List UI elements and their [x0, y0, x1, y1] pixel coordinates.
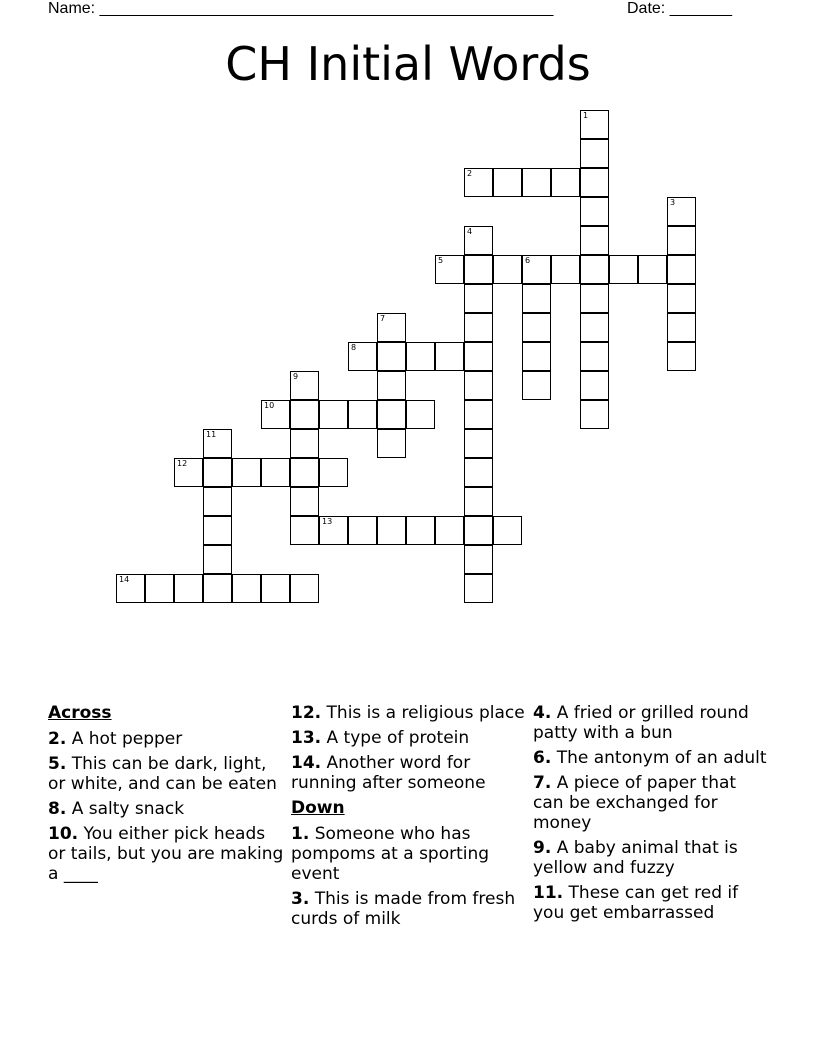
crossword-cell[interactable] — [319, 400, 348, 429]
crossword-cell[interactable] — [464, 458, 493, 487]
crossword-cell[interactable] — [464, 226, 493, 255]
clue-number: 10. — [48, 824, 79, 844]
crossword-cell[interactable] — [145, 574, 174, 603]
crossword-cell[interactable] — [435, 516, 464, 545]
clue-number-label: 12 — [177, 459, 188, 468]
across-clue-12 — [291, 703, 527, 723]
crossword-cell[interactable] — [203, 545, 232, 574]
crossword-cell[interactable] — [493, 168, 522, 197]
date-field-label: Date: _______ — [627, 0, 732, 17]
clue-number-label: 13 — [322, 517, 333, 526]
crossword-cell[interactable] — [290, 574, 319, 603]
crossword-cell[interactable] — [319, 516, 348, 545]
crossword-cell[interactable] — [261, 458, 290, 487]
clue-text: This can be dark, light, or white, and can be eaten — [48, 754, 277, 794]
crossword-cell[interactable] — [261, 574, 290, 603]
crossword-cell[interactable] — [522, 371, 551, 400]
crossword-cell[interactable] — [290, 371, 319, 400]
crossword-cell[interactable] — [203, 429, 232, 458]
clue-number: 12. — [291, 703, 322, 723]
clue-number-label: 3 — [670, 198, 676, 207]
crossword-cell[interactable] — [464, 255, 493, 284]
crossword-cell[interactable] — [580, 342, 609, 371]
crossword-cell[interactable] — [464, 429, 493, 458]
crossword-cell[interactable] — [319, 458, 348, 487]
crossword-cell[interactable] — [580, 139, 609, 168]
clue-number: 11. — [533, 883, 564, 903]
crossword-cell[interactable] — [580, 313, 609, 342]
crossword-cell[interactable] — [290, 487, 319, 516]
across-clue-5 — [48, 754, 284, 794]
crossword-cell[interactable] — [580, 255, 609, 284]
crossword-cell[interactable] — [377, 400, 406, 429]
across-clue-13 — [291, 728, 527, 748]
clue-number: 2. — [48, 729, 67, 749]
clue-column-1 — [48, 703, 284, 889]
clue-number-label: 1 — [583, 111, 589, 120]
crossword-cell[interactable] — [464, 168, 493, 197]
crossword-cell[interactable] — [203, 574, 232, 603]
clue-number-label: 5 — [438, 256, 444, 265]
crossword-cell[interactable] — [522, 313, 551, 342]
clue-number-label: 7 — [380, 314, 386, 323]
clue-number: 3. — [291, 889, 310, 909]
crossword-cell[interactable] — [174, 574, 203, 603]
crossword-cell[interactable] — [406, 342, 435, 371]
clue-number: 4. — [533, 703, 552, 723]
crossword-cell[interactable] — [348, 516, 377, 545]
crossword-cell[interactable] — [464, 516, 493, 545]
down-heading: Down — [291, 798, 345, 818]
crossword-cell[interactable] — [406, 400, 435, 429]
page-title: CH Initial Words — [225, 37, 591, 91]
crossword-cell[interactable] — [116, 574, 145, 603]
crossword-cell[interactable] — [667, 313, 696, 342]
down-clue-11 — [533, 883, 769, 923]
clue-text: These can get red if you get embarrassed — [533, 883, 739, 923]
crossword-cell[interactable] — [464, 574, 493, 603]
crossword-cell[interactable] — [580, 110, 609, 139]
crossword-cell[interactable] — [493, 255, 522, 284]
clue-text: A baby animal that is yellow and fuzzy — [533, 838, 738, 878]
crossword-cell[interactable] — [435, 342, 464, 371]
clue-number: 6. — [533, 748, 552, 768]
crossword-cell[interactable] — [290, 516, 319, 545]
crossword-cell[interactable] — [377, 516, 406, 545]
crossword-cell[interactable] — [464, 545, 493, 574]
crossword-cell[interactable] — [667, 197, 696, 226]
clue-column-3 — [533, 703, 769, 928]
across-clue-14 — [291, 753, 527, 793]
clue-number: 7. — [533, 773, 552, 793]
clue-number-label: 14 — [119, 575, 130, 584]
crossword-cell[interactable] — [667, 284, 696, 313]
crossword-cell[interactable] — [464, 487, 493, 516]
clue-text: A salty snack — [66, 799, 185, 819]
crossword-cell[interactable] — [580, 371, 609, 400]
across-heading: Across — [48, 703, 112, 723]
crossword-cell[interactable] — [290, 400, 319, 429]
clue-number: 1. — [291, 824, 310, 844]
down-clue-6 — [533, 748, 769, 768]
clue-number: 9. — [533, 838, 552, 858]
crossword-cell[interactable] — [232, 574, 261, 603]
crossword-cell[interactable] — [290, 429, 319, 458]
crossword-cell[interactable] — [551, 255, 580, 284]
clue-number-label: 2 — [467, 169, 473, 178]
clue-text: A fried or grilled round patty with a bun — [533, 703, 749, 743]
crossword-cell[interactable] — [580, 226, 609, 255]
down-clue-7 — [533, 773, 769, 833]
down-clue-1 — [291, 824, 527, 884]
crossword-cell[interactable] — [377, 429, 406, 458]
crossword-cell[interactable] — [522, 342, 551, 371]
clue-text: You either pick heads or tails, but you are making a ____ — [48, 824, 284, 884]
down-clue-9 — [533, 838, 769, 878]
clue-number-label: 6 — [525, 256, 531, 265]
crossword-cell[interactable] — [203, 458, 232, 487]
clue-text: This is made from fresh curds of milk — [291, 889, 516, 929]
name-field-label: Name: ___________________________________________________ — [48, 0, 554, 17]
crossword-cell[interactable] — [377, 342, 406, 371]
crossword-cell[interactable] — [638, 255, 667, 284]
crossword-cell[interactable] — [667, 226, 696, 255]
across-clue-2 — [48, 729, 284, 749]
clue-number-label: 8 — [351, 343, 357, 352]
crossword-cell[interactable] — [609, 255, 638, 284]
clue-number: 13. — [291, 728, 322, 748]
crossword-cell[interactable] — [464, 371, 493, 400]
clue-text: A piece of paper that can be exchanged for money — [533, 773, 737, 833]
clue-number-label: 10 — [264, 401, 275, 410]
clue-text: A hot pepper — [66, 729, 183, 749]
crossword-cell[interactable] — [667, 342, 696, 371]
crossword-cell[interactable] — [464, 284, 493, 313]
crossword-cell[interactable] — [493, 516, 522, 545]
crossword-cell[interactable] — [377, 371, 406, 400]
across-clue-8 — [48, 799, 284, 819]
crossword-cell[interactable] — [261, 400, 290, 429]
crossword-cell[interactable] — [348, 400, 377, 429]
crossword-cell[interactable] — [667, 255, 696, 284]
down-clue-4 — [533, 703, 769, 743]
crossword-cell[interactable] — [580, 400, 609, 429]
down-clue-3 — [291, 889, 527, 929]
clue-number-label: 9 — [293, 372, 299, 381]
crossword-cell[interactable] — [580, 197, 609, 226]
clue-number: 8. — [48, 799, 67, 819]
across-clue-10 — [48, 824, 284, 884]
clue-text: A type of protein — [321, 728, 470, 748]
clue-text: This is a religious place — [321, 703, 525, 723]
clue-text: The antonym of an adult — [551, 748, 767, 768]
clue-number: 14. — [291, 753, 322, 773]
crossword-cell[interactable] — [464, 400, 493, 429]
crossword-cell[interactable] — [464, 313, 493, 342]
crossword-cell[interactable] — [174, 458, 203, 487]
clue-text: Another word for running after someone — [291, 753, 486, 793]
crossword-cell[interactable] — [290, 458, 319, 487]
clue-text: Someone who has pompoms at a sporting event — [291, 824, 490, 884]
crossword-cell[interactable] — [232, 458, 261, 487]
crossword-cell[interactable] — [348, 342, 377, 371]
crossword-cell[interactable] — [377, 313, 406, 342]
crossword-cell[interactable] — [522, 168, 551, 197]
clue-number-label: 4 — [467, 227, 473, 236]
crossword-cell[interactable] — [580, 284, 609, 313]
crossword-cell[interactable] — [406, 516, 435, 545]
crossword-cell[interactable] — [203, 487, 232, 516]
clue-column-2 — [291, 703, 527, 934]
crossword-cell[interactable] — [522, 255, 551, 284]
crossword-cell[interactable] — [203, 516, 232, 545]
crossword-cell[interactable] — [580, 168, 609, 197]
clue-number: 5. — [48, 754, 67, 774]
crossword-cell[interactable] — [464, 342, 493, 371]
crossword-cell[interactable] — [522, 284, 551, 313]
crossword-cell[interactable] — [435, 255, 464, 284]
clue-number-label: 11 — [206, 430, 217, 439]
crossword-cell[interactable] — [551, 168, 580, 197]
